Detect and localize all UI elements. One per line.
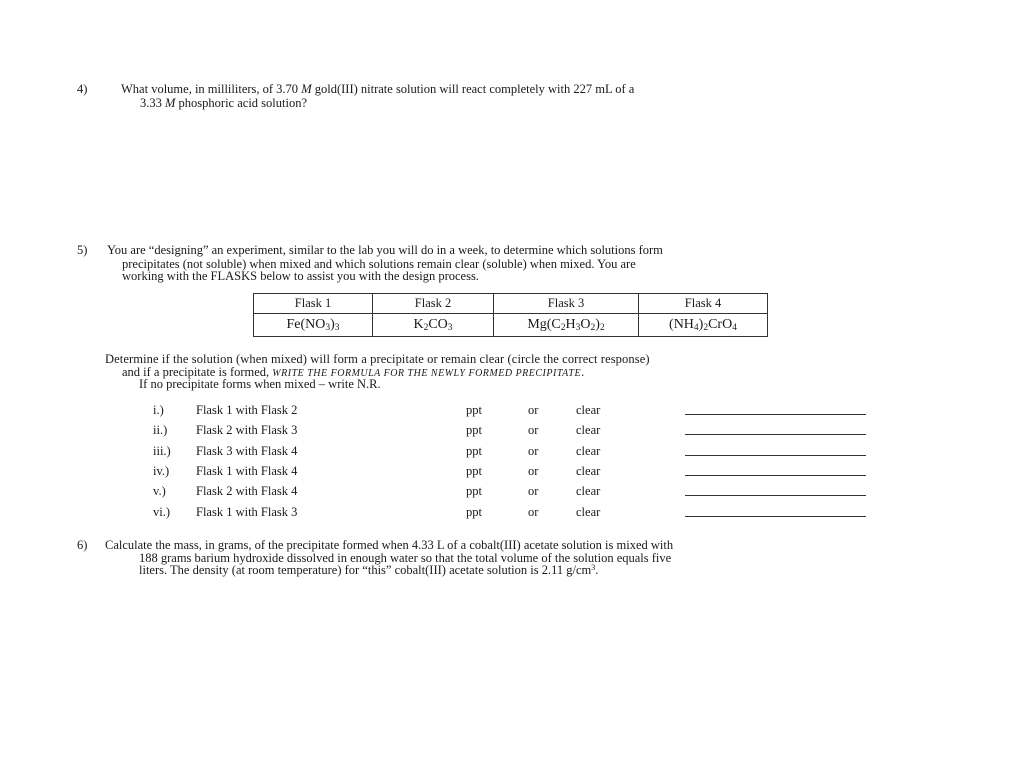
flask-formula: $Mg(C_2H_3O_2)_2$ [494, 314, 639, 337]
instructions-line2: and if a precipitate is formed, WRITE THE FORMULA FOR THE NEWLY FORMED PRECIPITATE. [122, 365, 585, 379]
instructions-line3: If no precipitate forms when mixed – write N.R. [139, 377, 381, 391]
flask-formula-row [254, 314, 768, 337]
answer-blank[interactable] [685, 516, 866, 517]
question-5-text-line2: precipitates (not soluble) when mixed and which solutions remain clear (soluble) when mixed. You are [122, 257, 636, 271]
answer-blank[interactable] [685, 434, 866, 435]
clear-option[interactable]: clear [576, 423, 601, 437]
question-5-text-line3: working with the FLASKS below to assist you with the design process. [122, 269, 479, 283]
question-6-text-line3: liters. The density (at room temperature) for “this” cobalt(III) acetate solution is 2.11 $g/cm^3$. [139, 563, 599, 577]
answer-blank[interactable] [685, 495, 866, 496]
row-description: Flask 1 with Flask 4 [196, 464, 298, 478]
question-6-text-line1: Calculate the mass, in grams, of the precipitate formed when 4.33 L of a cobalt(III) acetate solution is mixed with [105, 538, 674, 552]
question-5-number: 5) [77, 243, 88, 257]
question-4-text-line1: What volume, in milliliters, of 3.70 M gold(III) nitrate solution will react completely with 227 mL of a [121, 82, 635, 96]
row-description: Flask 1 with Flask 3 [196, 505, 298, 519]
flask-table [253, 293, 768, 337]
row-number: iv.) [153, 464, 170, 478]
instructions-line1: Determine if the solution (when mixed) will form a precipitate or remain clear (circle the correct response) [105, 352, 650, 366]
flask-formula: $K_2CO_3$ [373, 314, 494, 337]
flask-formula: $(NH_4)_2CrO_4$ [639, 314, 768, 337]
ppt-option[interactable]: ppt [466, 403, 482, 417]
row-number: i.) [153, 403, 164, 417]
question-5-text-line1: You are “designing” an experiment, similar to the lab you will do in a week, to determine which solutions form [107, 243, 663, 257]
ppt-option[interactable]: ppt [466, 444, 482, 458]
row-description: Flask 2 with Flask 4 [196, 484, 298, 498]
flask-formula: $Fe(NO_3)_3$ [254, 314, 373, 337]
or-label: or [528, 505, 539, 519]
or-label: or [528, 403, 539, 417]
answer-blank[interactable] [685, 475, 866, 476]
or-label: or [528, 444, 539, 458]
row-description: Flask 2 with Flask 3 [196, 423, 298, 437]
clear-option[interactable]: clear [576, 444, 601, 458]
question-4-text-line2: 3.33 M phosphoric acid solution? [140, 96, 307, 110]
ppt-option[interactable]: ppt [466, 464, 482, 478]
row-number: v.) [153, 484, 166, 498]
clear-option[interactable]: clear [576, 484, 601, 498]
clear-option[interactable]: clear [576, 505, 601, 519]
ppt-option[interactable]: ppt [466, 505, 482, 519]
question-6-number: 6) [77, 538, 88, 552]
flask-header: Flask 4 [639, 294, 768, 314]
row-description: Flask 1 with Flask 2 [196, 403, 298, 417]
question-6-text-line2: 188 grams barium hydroxide dissolved in enough water so that the total volume of the solution equals five [139, 551, 672, 565]
flask-header: Flask 1 [254, 294, 373, 314]
clear-option[interactable]: clear [576, 403, 601, 417]
or-label: or [528, 423, 539, 437]
answer-blank[interactable] [685, 455, 866, 456]
row-number: ii.) [153, 423, 168, 437]
flask-header-row [254, 294, 768, 314]
row-description: Flask 3 with Flask 4 [196, 444, 298, 458]
answer-blank[interactable] [685, 414, 866, 415]
ppt-option[interactable]: ppt [466, 423, 482, 437]
question-4-number: 4) [77, 82, 88, 96]
ppt-option[interactable]: ppt [466, 484, 482, 498]
flask-header: Flask 2 [373, 294, 494, 314]
flask-header: Flask 3 [494, 294, 639, 314]
row-number: vi.) [153, 505, 171, 519]
row-number: iii.) [153, 444, 171, 458]
clear-option[interactable]: clear [576, 464, 601, 478]
or-label: or [528, 464, 539, 478]
instructions-emphasis: WRITE THE FORMULA FOR THE NEWLY FORMED PRECIPITATE [272, 368, 582, 379]
or-label: or [528, 484, 539, 498]
